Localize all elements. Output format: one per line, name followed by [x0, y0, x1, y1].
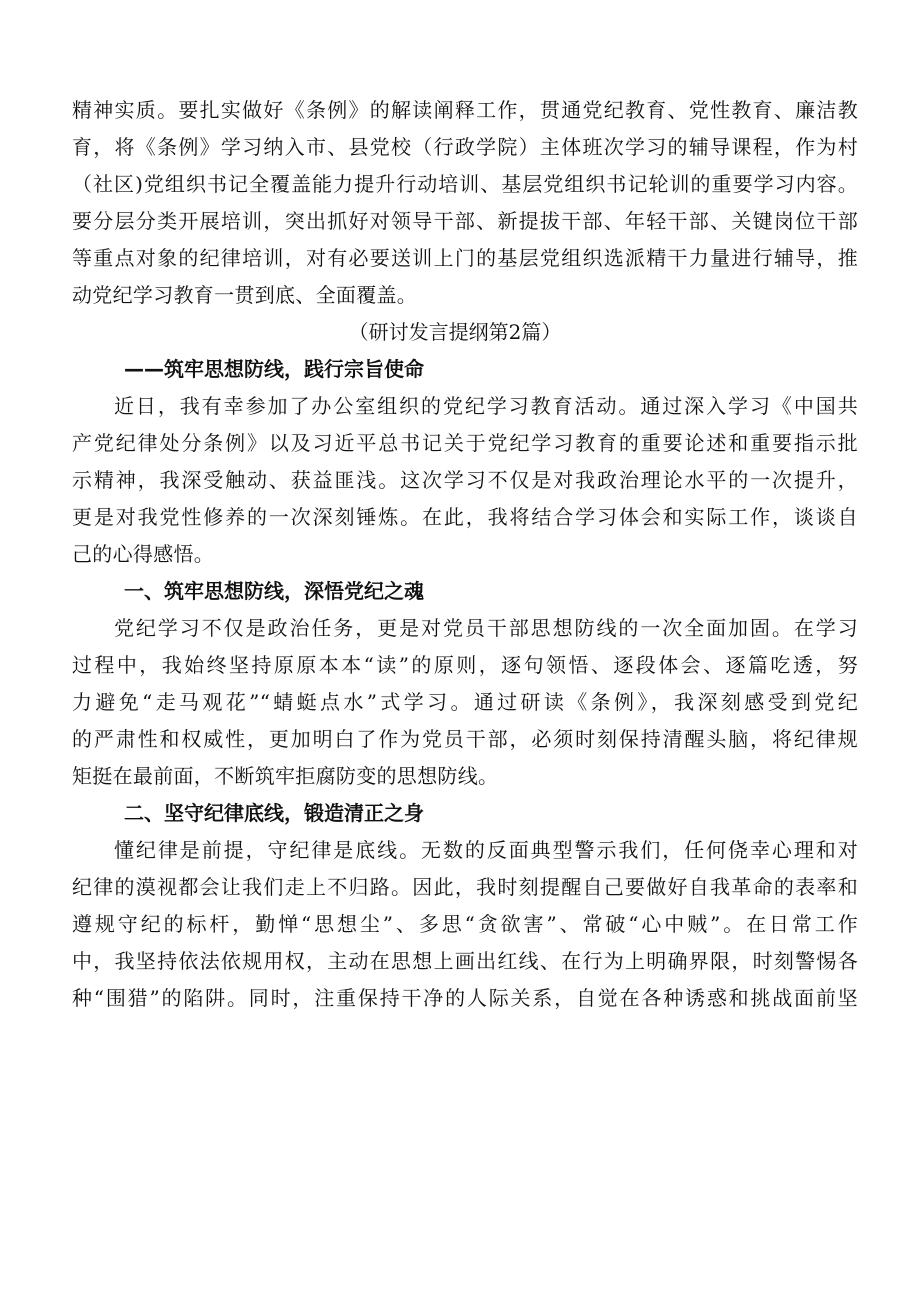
section-heading-one: 一、筑牢思想防线，深悟党纪之魂: [124, 579, 424, 603]
text-line: 的严肃性和权威性，更加明白了作为党员干部，必须时刻保持清醒头脑，将纪律规: [72, 727, 858, 751]
text-line: 党纪学习不仅是政治任务，更是对党员干部思想防线的一次全面加固。在学习: [114, 616, 858, 640]
text-line: 纪律的漠视都会让我们走上不归路。因此，我时刻提醒自己要做好自我革命的表率和: [72, 875, 858, 899]
text-line: 中，我坚持依法依规用权，主动在思想上画出红线、在行为上明确界限，时刻警惕各: [72, 949, 858, 973]
opening-paragraph: [72, 388, 858, 573]
text-line: 动党纪学习教育一贯到底、全面覆盖。: [72, 283, 418, 307]
text-line: 要分层分类开展培训，突出抓好对领导干部、新提拔干部、年轻干部、关键岗位干部: [72, 209, 858, 233]
text-line: 育，将《条例》学习纳入市、县党校（行政学院）主体班次学习的辅导课程，作为村: [72, 135, 858, 159]
text-line: 懂纪律是前提，守纪律是底线。无数的反面典型警示我们，任何侥幸心理和对: [114, 838, 858, 862]
text-line: 矩挺在最前面，不断筑牢拒腐防变的思想防线。: [72, 764, 499, 788]
section-one-paragraph: [72, 610, 858, 795]
text-line: 示精神，我深受触动、获益匪浅。这次学习不仅是对我政治理论水平的一次提升，: [72, 468, 858, 492]
text-line: 产党纪律处分条例》以及习近平总书记关于党纪学习教育的重要论述和重要指示批: [72, 431, 858, 455]
document-page: [72, 92, 858, 1017]
section-heading-two: 二、坚守纪律底线，锻造清正之身: [124, 801, 424, 825]
text-line: 近日，我有幸参加了办公室组织的党纪学习教育活动。通过深入学习《中国共: [114, 394, 858, 418]
text-line: 过程中，我始终坚持原原本本“读”的原则，逐句领悟、逐段体会、逐篇吃透，努: [72, 653, 858, 677]
text-line: 种“围猎”的陷阱。同时，注重保持干净的人际关系，自觉在各种诱惑和挑战面前坚: [72, 986, 858, 1010]
text-line: 更是对我党性修养的一次深刻锤炼。在此，我将结合学习体会和实际工作，谈谈自: [72, 505, 858, 529]
intro-paragraph: [72, 92, 858, 314]
text-line: 等重点对象的纪律培训，对有必要送训上门的基层党组织选派精干力量进行辅导，推: [72, 246, 858, 270]
section-two-paragraph: [72, 832, 858, 1017]
article-subtitle: （研讨发言提纲第2篇）: [348, 320, 562, 344]
article-title: ——筑牢思想防线，践行宗旨使命: [124, 357, 424, 381]
text-line: 己的心得感悟。: [72, 542, 215, 566]
text-line: 精神实质。要扎实做好《条例》的解读阐释工作，贯通党纪教育、党性教育、廉洁教: [72, 98, 858, 122]
text-line: 力避免“走马观花”“蜻蜓点水”式学习。通过研读《条例》，我深刻感受到党纪: [72, 690, 858, 714]
text-line: （社区)党组织书记全覆盖能力提升行动培训、基层党组织书记轮训的重要学习内容。: [72, 172, 858, 196]
text-line: 遵规守纪的标杆，勤惮“思想尘”、多思“贪欲害”、常破“心中贼”。在日常工作: [72, 912, 858, 936]
